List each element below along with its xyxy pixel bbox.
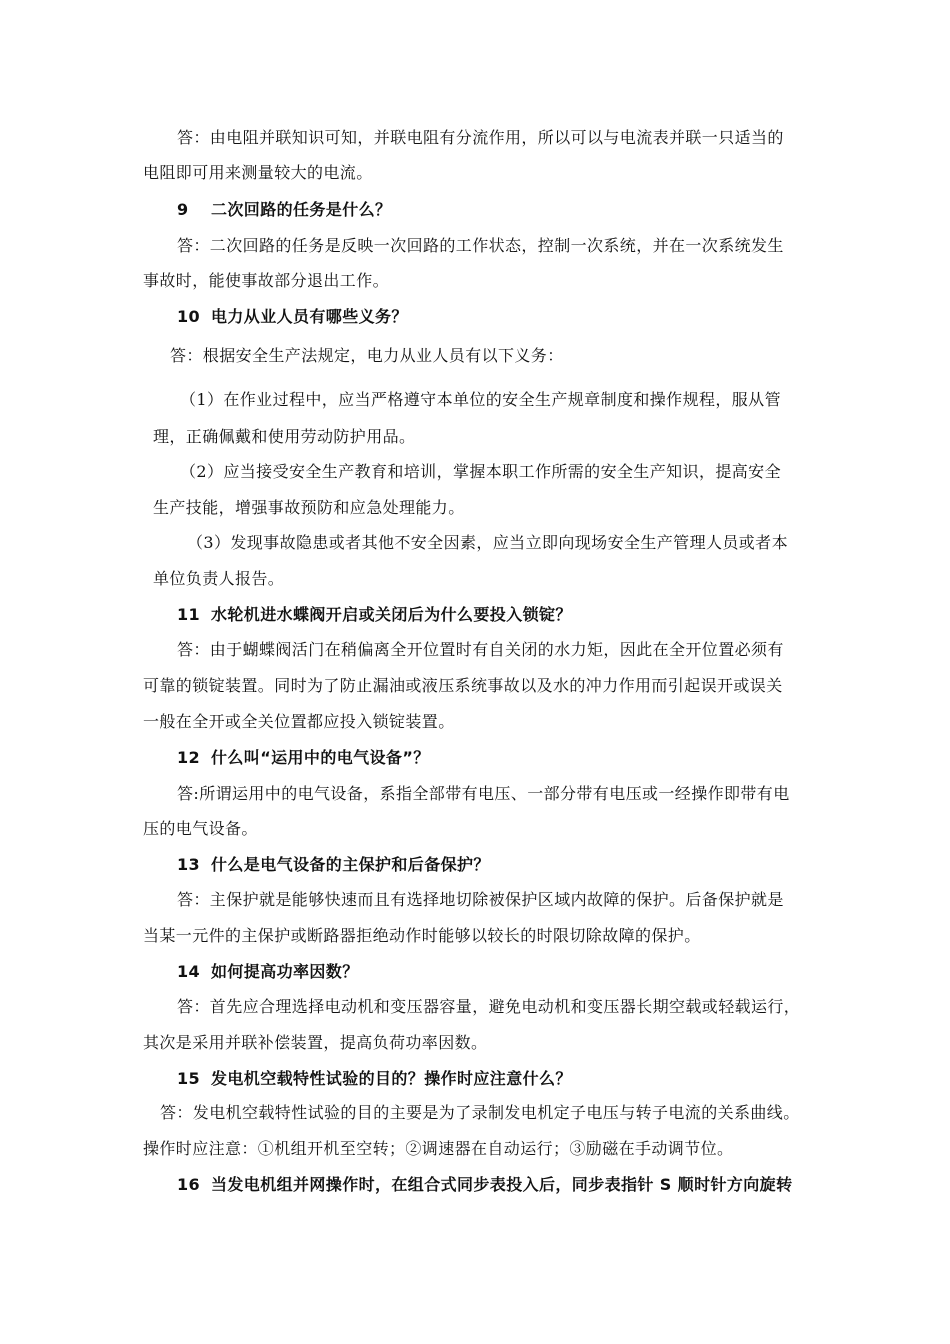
answer-13-line-2: 当某一元件的主保护或断路器拒绝动作时能够以较长的时限切除故障的保护。: [143, 926, 701, 945]
answer-11-line-2: 可靠的锁锭装置。同时为了防止漏油或液压系统事故以及水的冲力作用而引起误开或误关: [143, 676, 783, 695]
question-14-number: 14: [177, 962, 201, 981]
question-10: [177, 306, 408, 328]
answer-11-line-3: 一般在全开或全关位置都应投入锁锭装置。: [143, 712, 455, 731]
answer-10-item-3-line-2: 单位负责人报告。: [153, 569, 285, 588]
answer-15-line-1: 答：发电机空载特性试验的目的主要是为了录制发电机定子电压与转子电流的关系曲线。: [160, 1103, 800, 1122]
answer-9-line-2: 事故时，能使事故部分退出工作。: [143, 271, 390, 290]
question-13-number: 13: [177, 855, 201, 874]
answer-10-item-3-line-1: （3）发现事故隐患或者其他不安全因素，应当立即向现场安全生产管理人员或者本: [187, 533, 788, 552]
answer-14-line-2: 其次是采用并联补偿装置，提高负荷功率因数。: [143, 1033, 488, 1052]
question-9-text: 二次回路的任务是什么？: [211, 200, 392, 219]
question-13: [177, 854, 490, 876]
question-16-number: 16: [177, 1175, 201, 1194]
question-11-number: 11: [177, 605, 201, 624]
answer-10-item-2-line-2: 生产技能，增强事故预防和应急处理能力。: [153, 498, 465, 517]
answer-15-line-2: 操作时应注意：①机组开机至空转；②调速器在自动运行；③励磁在手动调节位。: [143, 1139, 734, 1158]
question-15: [177, 1068, 572, 1090]
answer-10-item-2-line-1: （2）应当接受安全生产教育和培训，掌握本职工作所需的安全生产知识，提高安全: [180, 462, 781, 481]
answer-11-line-1: 答：由于蝴蝶阀活门在稍偏离全开位置时有自关闭的水力矩，因此在全开位置必须有: [177, 640, 784, 659]
question-12: [177, 747, 430, 769]
answer-8-line-2: 电阻即可用来测量较大的电流。: [143, 163, 373, 182]
question-11: [177, 604, 572, 626]
question-13-text: 什么是电气设备的主保护和后备保护？: [211, 855, 490, 874]
answer-8-line-1: 答：由电阻并联知识可知，并联电阻有分流作用，所以可以与电流表并联一只适当的: [177, 128, 784, 147]
answer-13-line-1: 答：主保护就是能够快速而且有选择地切除被保护区域内故障的保护。后备保护就是: [177, 890, 784, 909]
question-9-number: 9: [177, 200, 189, 219]
answer-10-item-1-line-1: （1）在作业过程中，应当严格遵守本单位的安全生产规章制度和操作规程，服从管: [180, 390, 781, 409]
answer-12-line-1: 答:所谓运用中的电气设备，系指全部带有电压、一部分带有电压或一经操作即带有电: [177, 784, 790, 803]
question-12-number: 12: [177, 748, 201, 767]
question-10-text: 电力从业人员有哪些义务？: [211, 307, 408, 326]
question-14-text: 如何提高功率因数？: [211, 962, 359, 981]
question-16-text: 当发电机组并网操作时，在组合式同步表投入后，同步表指针 S 顺时针方向旋转: [211, 1175, 793, 1194]
question-15-number: 15: [177, 1069, 201, 1088]
question-14: [177, 961, 359, 983]
answer-12-line-2: 压的电气设备。: [143, 819, 258, 838]
question-16: [177, 1174, 792, 1196]
question-9: [177, 199, 391, 221]
question-11-text: 水轮机进水蝶阀开启或关闭后为什么要投入锁锭？: [211, 605, 572, 624]
answer-14-line-1: 答：首先应合理选择电动机和变压器容量，避免电动机和变压器长期空载或轻载运行，: [177, 997, 801, 1016]
answer-10-intro: 答：根据安全生产法规定，电力从业人员有以下义务：: [170, 346, 564, 365]
question-12-text: 什么叫“运用中的电气设备”？: [211, 748, 430, 767]
answer-10-item-1-line-2: 理，正确佩戴和使用劳动防护用品。: [153, 427, 416, 446]
question-15-text: 发电机空载特性试验的目的？操作时应注意什么？: [211, 1069, 572, 1088]
question-10-number: 10: [177, 307, 201, 326]
answer-9-line-1: 答：二次回路的任务是反映一次回路的工作状态，控制一次系统，并在一次系统发生: [177, 236, 784, 255]
